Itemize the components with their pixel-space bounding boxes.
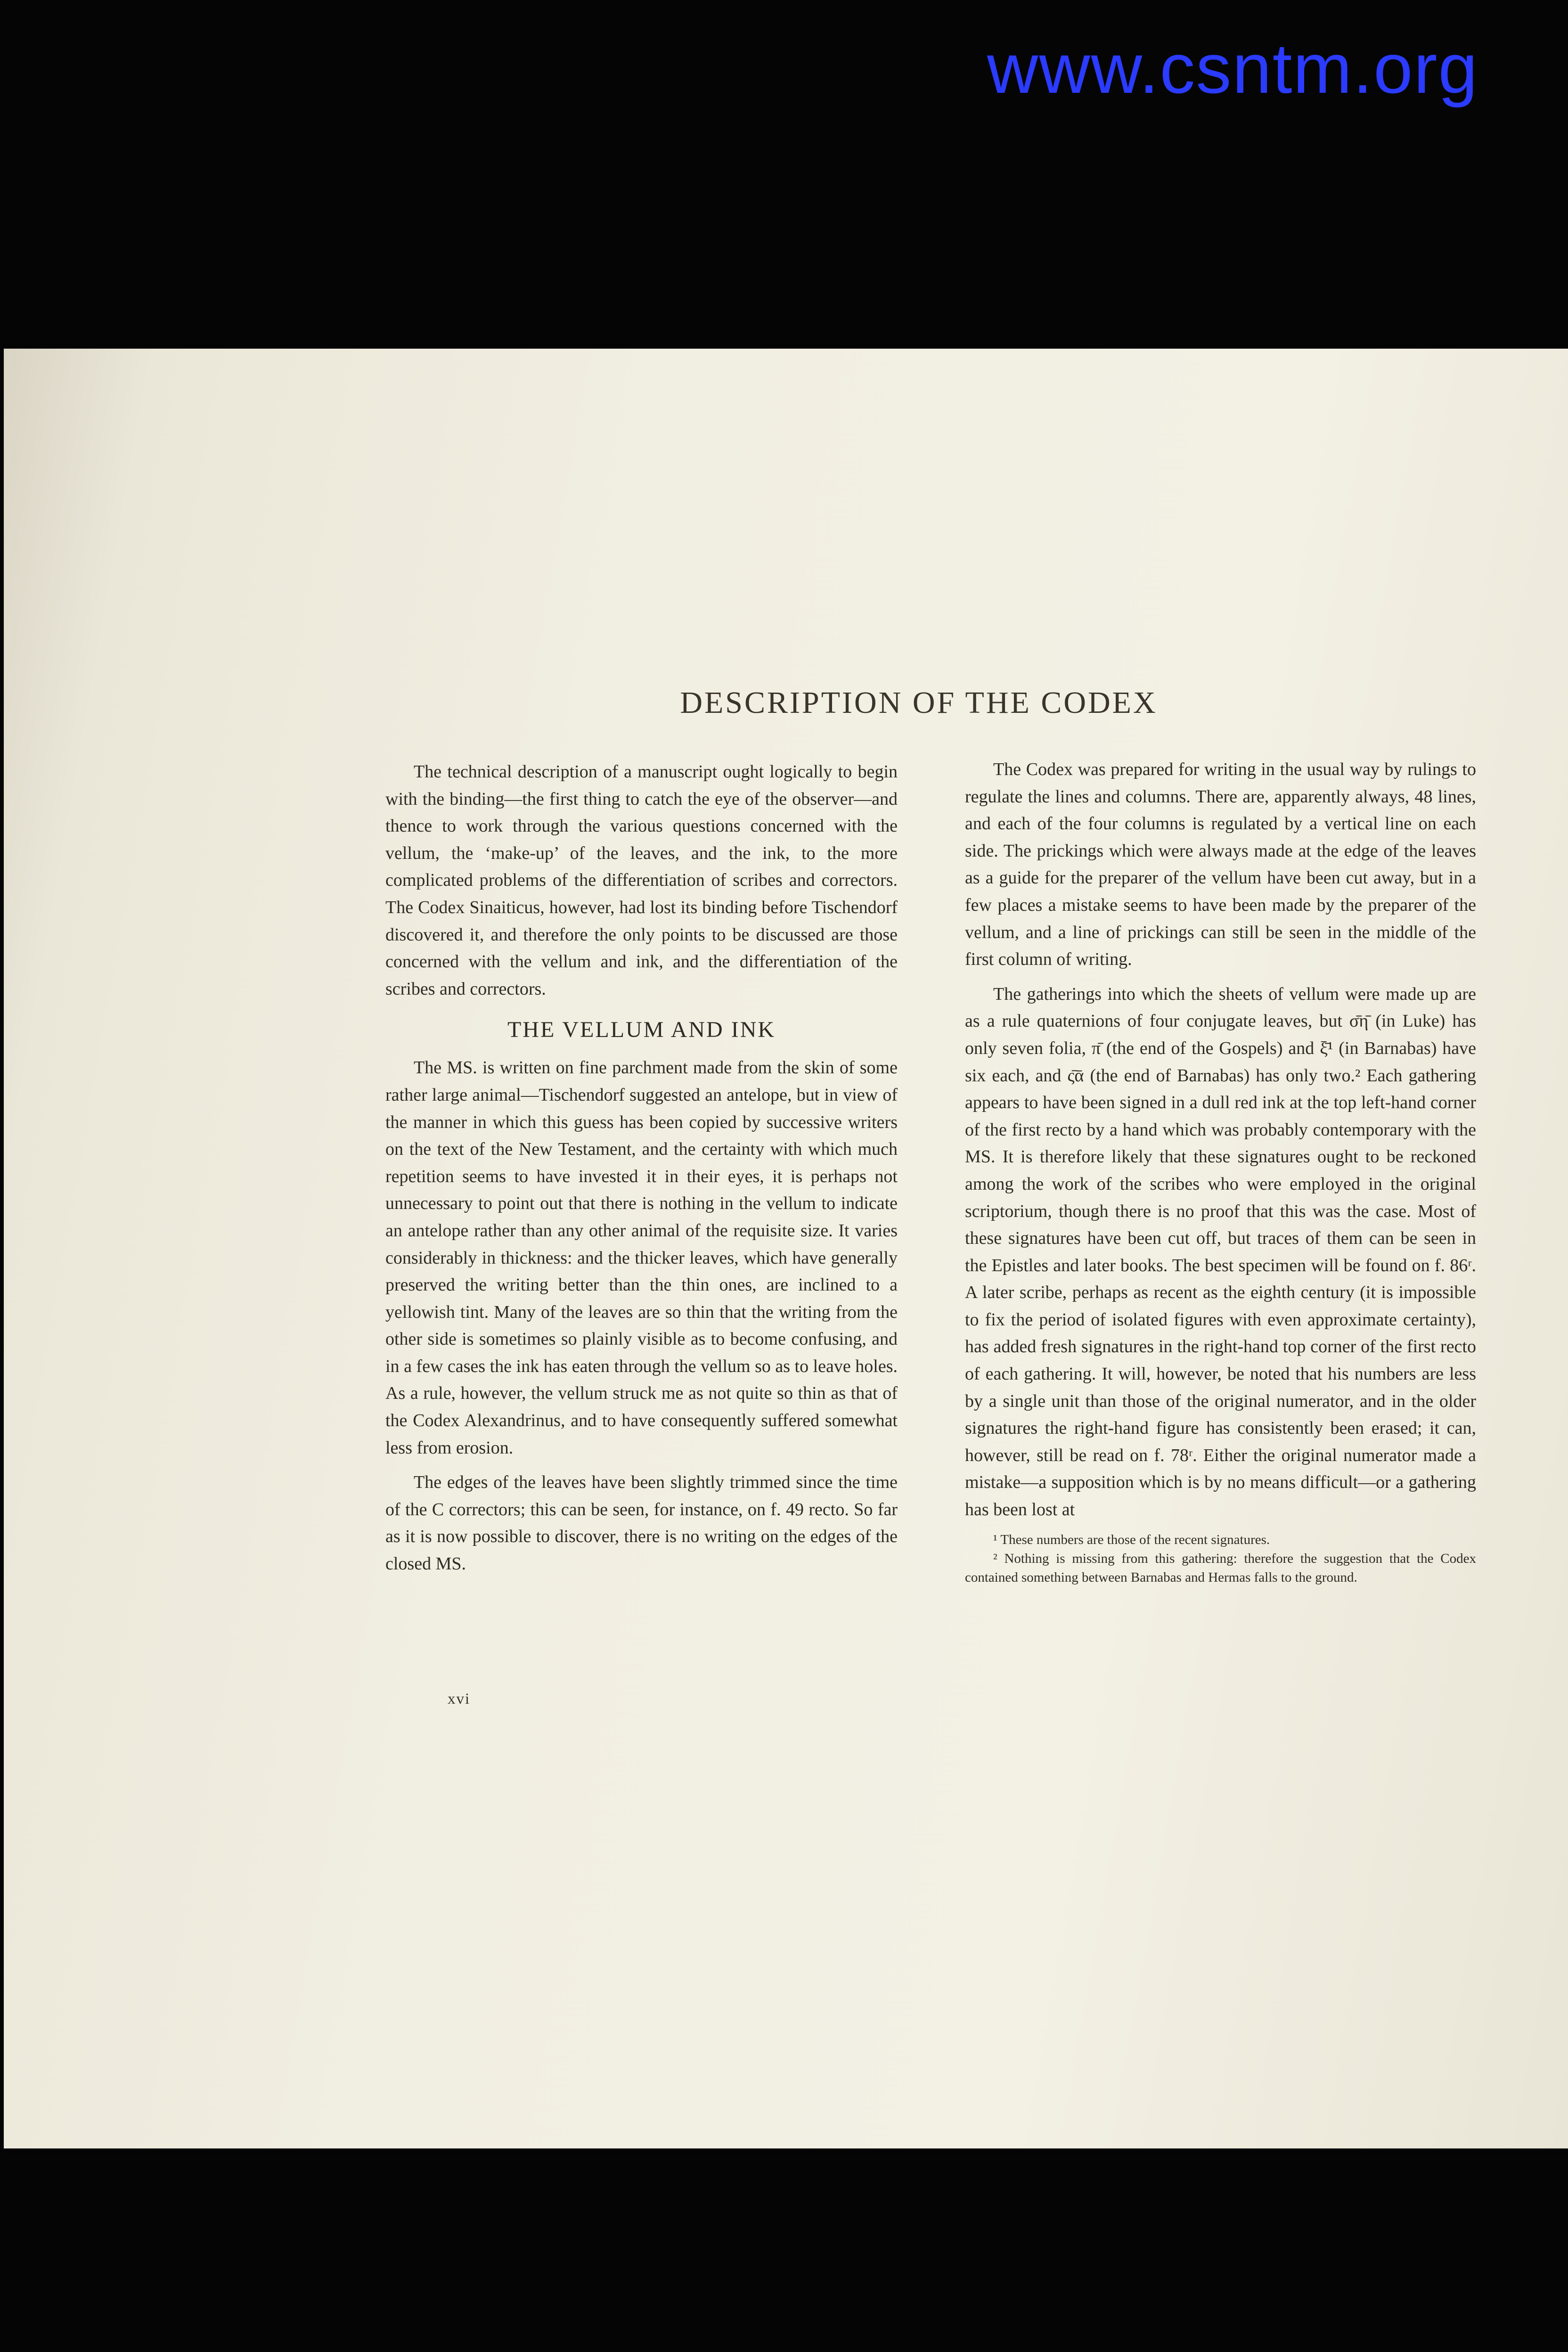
folio-number: xvi — [448, 1690, 471, 1707]
watermark-url: www.csntm.org — [987, 29, 1478, 108]
edges-paragraph: The edges of the leaves have been slightly trimmed since the time of the C correctors; this can be seen, for instance, on f. 49 recto. So far as it is now possible to discover, there is no writing on the edges of the closed MS. — [385, 1472, 898, 1574]
rulings-paragraph: The Codex was prepared for writing in the usual way by rulings to regulate the lines and columns. There are, apparently always, 48 lines, and each of the four columns is regulated by a vertical line on each side. The prickings which were always made at the edge of the leaves as a guide for the preparer of the vellum have been cut away, but in a few places a mistake seems to have been made by the preparer of the vellum, and a line of prickings can still be seen in the middle of the first column of writing. — [965, 760, 1476, 970]
left-column — [385, 759, 898, 1578]
page-title: DESCRIPTION OF THE CODEX — [680, 686, 1158, 720]
gatherings-paragraph: The gatherings into which the sheets of vellum were made up are as a rule quaternions of four conjugate leaves, but σ̄η̄ (in Luke) has only seven folia, π̄ (the end of the Gospels) and ξ̄¹ (in Barnabas) have six each, and ς̄ᾱ (the end of Barnabas) has only two.² Each gathering appears to have been signed in a dull red ink at the top left-hand corner of the first recto by a hand which was probably contemporary with the MS. It is therefore likely that these signatures ought to be reckoned among the work of the scribes who were employed in the original scriptorium, though there is no proof that this was the case. Most of these signatures have been cut off, but traces of them can be seen in the Epistles and later books. The best specimen will be found on f. 86ʳ. A later scribe, perhaps as recent as the eighth century (it is impossible to fix the period of isolated figures with even approximate certainty), has added fresh signatures in the right-hand top corner of the first recto of each gathering. It will, however, be noted that his numbers are less by a single unit than those of the original numerator, and in the older signatures the right-hand figure has consistently been erased; it can, however, still be read on f. 78ʳ. Either the original numerator made a mistake—a supposition which is by no means difficult—or a gathering has been lost at — [965, 984, 1477, 1520]
footnote-1: ¹ These numbers are those of the recent signatures. — [993, 1532, 1270, 1547]
footnotes — [965, 1530, 1476, 1587]
footnote-2: ² Nothing is missing from this gathering: therefore the suggestion that the Codex contained something between Barnabas and Hermas falls to the ground. — [965, 1551, 1476, 1585]
intro-paragraph: The technical description of a manuscript ought logically to begin with the binding—the first thing to catch the eye of the observer—and thence to work through the various questions concerned with the vellum, the ‘make-up’ of the leaves, and the ink, to the more complicated problems of the differentiation of scribes and correctors. The Codex Sinaiticus, however, had lost its binding before Tischendorf discovered it, and therefore the only points to be discussed are those concerned with the vellum and ink, and the differentiation of the scribes and correctors. — [385, 762, 898, 999]
section-heading: THE VELLUM AND INK — [507, 1017, 776, 1043]
vellum-paragraph: The MS. is written on fine parchment made from the skin of some rather large animal—Tischendorf suggested an antelope, but in view of the manner in which this guess has been copied by successive writers on the text of the New Testament, and the certainty with which much repetition seems to have invested it in their eyes, it is perhaps not unnecessary to point out that there is nothing in the vellum to indicate an antelope rather than any other animal of the requisite size. It varies considerably in thickness: and the thicker leaves, which have generally preserved the writing better than the thin ones, are inclined to a yellowish tint. Many of the leaves are so thin that the writing from the other side is sometimes so plainly visible as to become confusing, and in a few cases the ink has eaten through the vellum so as to leave holes. As a rule, however, the vellum struck me as not quite so thin as that of the Codex Alexandrinus, and to have consequently suffered somewhat less from erosion. — [385, 1058, 898, 1458]
right-column — [965, 756, 1476, 1587]
